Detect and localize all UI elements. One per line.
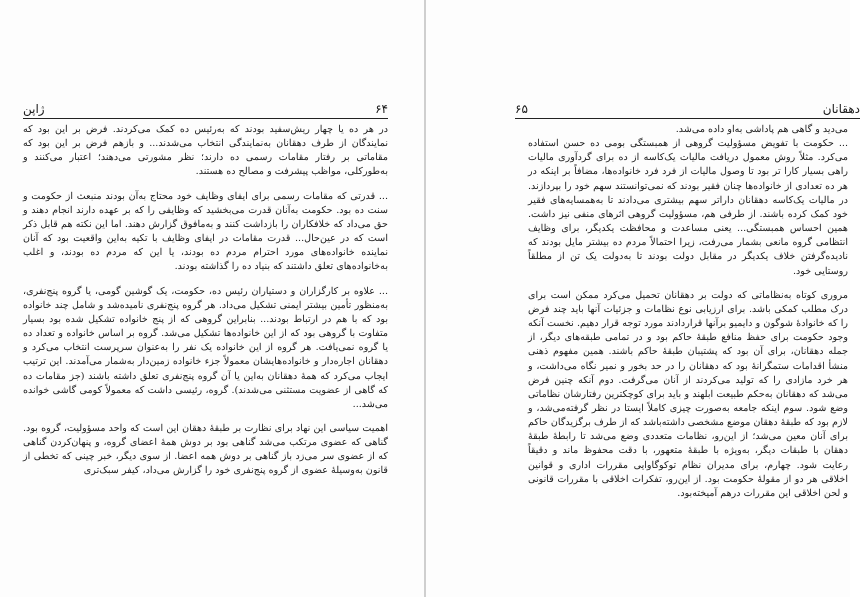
right-paragraph: مروری کوتاه به‌نظاماتی که دولت بر دهقانان تحمیل می‌کرد ممکن است برای درک مطلب کمکی باشد. برای ارزیابی نوع نظامات و جزئیات آنها باید چند فرض را که خانوادهٔ شوگون و دایمیو برآنها قراردادند مورد توجه قرار دهیم. نخست آنکه وجود حکومت برای حفظ منافع طبقهٔ حاکم بود و در تمامی طبقه‌های دیگر، از جمله دهقانان، برای آن بود که پشتیبان طبقهٔ حاکم باشند. همین مفهوم ذهنی منشأ اقدامات ستمگرانهٔ بود که دهقانان را در حد بخور و نمیر نگاه می‌داشت، و هر خرد مازادی را که تولید می‌کردند از آنان می‌گرفت. دوم آنکه چنین فرض می‌شد که دهقانان به‌حکم طبیعت ابلهند و باید برای کوچکترین رفتارشان نظاماتی وضع شود. سوم اینکه جامعه به‌صورت چیزی کاملاً ایستا در نظر گرفته‌می‌شد، و لازم بود که طبقهٔ دهقان موضع مشخصی داشته‌باشد که از طرف برگزیدگان حاکم برای آنان معین می‌شد؛ از این‌رو، نظامات متعددی وضع می‌شد تا رابطهٔ طبقهٔ دهقان با طبقات دیگر، به‌ویژه با طبقهٔ متعهور، با دقت محفوظ ماند و دقیقاً رعایت شود. چهارم، برای مدیران نظام توکوگاوایی مقررات اداری و قوانین اخلاقی هر دو از مقولهٔ حکومت بود. از این‌رو، تفکرات اخلاقی با مقررات قانونی و لحن اخلاقی این مقررات درهم آمیخته‌بود. [528,289,848,499]
left-page-body [23,123,388,479]
left-page-title: ژاپن [23,102,45,116]
right-page-body [528,123,848,501]
right-page-number: ۶۵ [515,102,528,116]
left-page-number: ۶۴ [375,102,388,116]
right-page-title: دهقانان [822,102,860,116]
right-paragraph: می‌دید و گاهی هم پاداشی به‌او داده می‌شد. [675,124,848,135]
right-page [427,0,860,597]
left-paragraph: در هر ده یا چهار ریش‌سفید بودند که به‌رئیس ده کمک می‌کردند. فرض بر این بود که نمایندگان از طرف دهقانان به‌نمایندگی انتخاب می‌شدند... و بازهم فرض بر این بود که مقاماتی بر رفتار مقامات رسمی ده دارند؛ نظر مشورتی می‌دهند؛ اعتبار می‌کنند و به‌طورکلی، مواظب پیشرفت و مصالح ده هستند. [23,124,388,178]
left-page-header [23,98,388,119]
left-paragraph: ... علاوه بر کارگزاران و دستیاران رئیس ده، حکومت، یک گوشین گومی، یا گروه پنج‌نفری، به‌منظور تأمین بیشتر ایمنی تشکیل می‌داد. هر گروه پنج‌نفری نامیده‌شد و شامل چند خانواده بود که با هم در ارتباط بودند... بنابراین گروهی که از پنج خانواده تشکیل شده بود بسیار متفاوت با گروهی بود که از این خانواده‌ها تشکیل می‌شد. گروه بر اساس خانواده و تعداد ده یا گروه نمی‌یافت. هر گروه از این خانواده یک نفر را به‌عنوان سرپرست انتخاب می‌کرد و دهقانان اجاره‌دار و خانواده‌هایشان معمولاً جزء خانواده زمین‌دار به‌شمار می‌آمدند. این ترتیب ایجاب می‌کرد که همهٔ دهقانان به‌این یا آن گروه پنج‌نفری تعلق داشته باشند (جز مقامات ده که گاهی از عضویت مستثنی می‌شدند). گروه، رئیسی داشت که معمولاً کومی گاشی خوانده می‌شد... [23,285,388,410]
page-gutter [424,0,426,597]
left-paragraph: ... قدرتی که مقامات رسمی برای ایفای وظایف خود محتاج به‌آن بودند منبعث از حکومت و سنت ده بود. حکومت به‌آنان قدرت می‌بخشید که وظایفی را که بر عهده دارند انجام دهند و حق می‌داد که خلافکاران را بازداشت کنند و به‌مافوق گزارش دهند. اما این نکته هم قابل ذکر است که در عین‌حال... قدرت مقامات در ایفای وظایف با تکیه به‌این واقعیت بود که آنان نماینده خانواده‌های مورد احترام مردم ده بودند، یا این که مردم ده بودند، و اغلب به‌خانواده‌های تعلق داشتند که بنیاد ده را گذاشته بودند. [23,190,388,273]
right-page-header [515,98,860,119]
right-paragraph: ... حکومت با تفویض مسؤولیت گروهی از همبستگی بومی ده حسن استفاده می‌کرد. مثلاً روش معمول دریافت مالیات یک‌کاسه از ده برای گردآوری مالیات راهی بسیار کارا تر بود تا وصول مالیات از فرد فرد خانواده‌ها، مضافاً بر اینکه در هر ده تعدادی از خانواده‌ها چنان فقیر بودند که نمی‌توانستند سهم خود را بپردازند. در مالیات یک‌کاسه دهقانان دارا‌تر سهم بیشتری می‌دادند تا به‌همسایه‌های فقیر خود کمک کرده باشند. از طرفی هم، مسؤولیت گروهی اثرهای منفی نیز داشت. همین احساس همبستگی... یعنی مساعدت و محافظت یکدیگر، برای وظایف انتظامی گروه مانعی بشمار می‌رفت، زیرا احتمالاً مردم ده بیشتر مایل بودند که نادیده‌گرفتن خلاف یکدیگر در مقابل دولت بودند تا به‌دولت یک تن از مطلقاً روستایی خود. [528,138,848,277]
left-paragraph: اهمیت سیاسی این نهاد برای نظارت بر طبقهٔ دهقان این است که واحد مسؤولیت، گروه بود. گناهی که عضوی مرتکب می‌شد گناهی بود بر دوش همهٔ اعضای گروه، و پنهان‌کردن گناهی که از عضوی سر می‌زد باز گناهی بر دوش همه اعضا. از سوی دیگر، خبر چینی که تخطی از قانون به‌وسیلهٔ عضوی از گروه پنج‌نفری خود را گزارش می‌داد، کیفر سبک‌تری [23,422,388,477]
left-page [0,0,423,597]
